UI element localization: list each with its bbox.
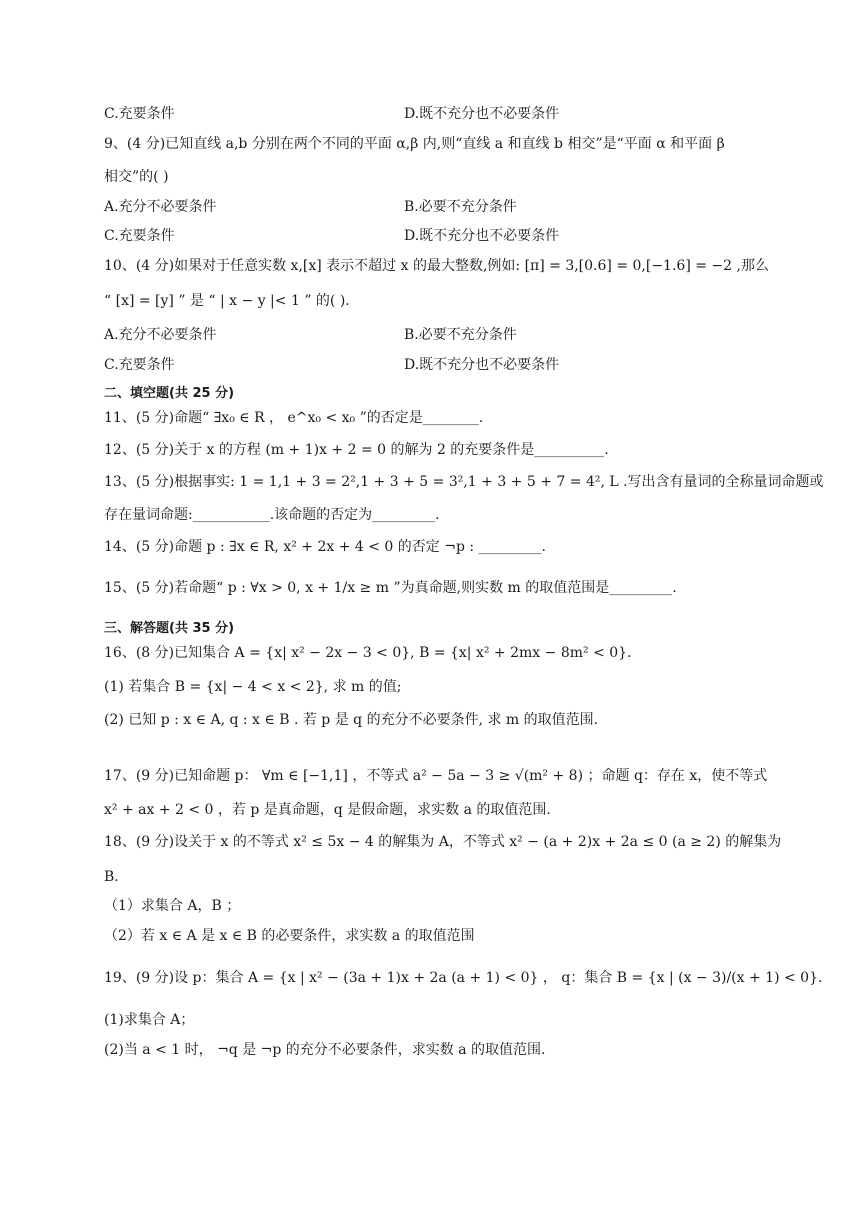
text-line: (2)当 a < 1 时， ¬q 是 ¬p 的充分不必要条件，求实数 a 的取值范围. xyxy=(104,1042,546,1058)
option-right: D.既不充分也不必要条件 xyxy=(404,228,560,244)
option-right: B.必要不充分条件 xyxy=(404,199,517,215)
section-heading: 二、填空题(共 25 分) xyxy=(104,386,235,401)
text-line: 18、(9 分)设关于 x 的不等式 x² ≤ 5x − 4 的解集为 A，不等式 x² − (a + 2)x + 2a ≤ 0 (a ≥ 2) 的解集为 xyxy=(104,834,782,850)
text-line: （2）若 x ∈ A 是 x ∈ B 的必要条件，求实数 a 的取值范围 xyxy=(104,928,475,944)
text-line: B. xyxy=(104,869,119,885)
text-line: C.充要条件 xyxy=(104,106,175,122)
text-line: 14、(5 分)命题 p : ∃x ∈ R, x² + 2x + 4 < 0 的否定 ¬p : _________. xyxy=(104,539,546,555)
text-line: “ [x] = [y] ” 是 “ | x − y |< 1 ” 的( ). xyxy=(104,293,350,309)
section-heading: 三、解答题(共 35 分) xyxy=(104,621,235,636)
text-line: C.充要条件 xyxy=(104,357,175,373)
text-line: (1)求集合 A； xyxy=(104,1012,195,1028)
text-line: 16、(8 分)已知集合 A = {x| x² − 2x − 3 < 0}, B = {x| x² + 2mx − 8m² < 0}. xyxy=(104,645,632,661)
text-line: 19、(9 分)设 p：集合 A = {x | x² − (3a + 1)x + 2a (a + 1) < 0} ， q：集合 B = {x | (x − 3)/(x + 1) < 0}. xyxy=(104,970,823,986)
option-right: B.必要不充分条件 xyxy=(404,327,517,343)
text-line: (2) 已知 p : x ∈ A, q : x ∈ B . 若 p 是 q 的充分不必要条件, 求 m 的取值范围. xyxy=(104,712,599,728)
text-line: C.充要条件 xyxy=(104,228,175,244)
text-line: 9、(4 分)已知直线 a,b 分别在两个不同的平面 α,β 内,则“直线 a 和直线 b 相交”是“平面 α 和平面 β xyxy=(104,136,725,152)
text-line: （1）求集合 A，B ； xyxy=(104,898,241,914)
text-line: x² + ax + 2 < 0 ，若 p 是真命题，q 是假命题，求实数 a 的取值范围. xyxy=(104,802,551,818)
text-line: 12、(5 分)关于 x 的方程 (m + 1)x + 2 = 0 的解为 2 的充要条件是__________. xyxy=(104,442,609,458)
text-line: A.充分不必要条件 xyxy=(104,327,217,343)
text-line: (1) 若集合 B = {x| − 4 < x < 2}, 求 m 的值; xyxy=(104,679,402,695)
text-line: 存在量词命题:___________.该命题的否定为_________. xyxy=(104,507,440,523)
text-line: 15、(5 分)若命题“ p : ∀x > 0, x + 1/x ≥ m ”为真命题,则实数 m 的取值范围是_________. xyxy=(104,580,677,596)
option-right: D.既不充分也不必要条件 xyxy=(404,357,560,373)
text-line: 相交”的( ) xyxy=(104,169,169,185)
text-line: A.充分不必要条件 xyxy=(104,199,217,215)
option-right: D.既不充分也不必要条件 xyxy=(404,106,560,122)
text-line: 17、(9 分)已知命题 p： ∀m ∈ [−1,1] ，不等式 a² − 5a − 3 ≥ √(m² + 8) ；命题 q：存在 x，使不等式 xyxy=(104,768,768,784)
text-line: 10、(4 分)如果对于任意实数 x,[x] 表示不超过 x 的最大整数,例如: [π] = 3,[0.6] = 0,[−1.6] = −2 ,那么 xyxy=(104,258,769,274)
text-line: 11、(5 分)命题“ ∃x₀ ∈ R ， e^x₀ < x₀ ”的否定是________. xyxy=(104,410,484,426)
text-line: 13、(5 分)根据事实: 1 = 1,1 + 3 = 2²,1 + 3 + 5 = 3²,1 + 3 + 5 + 7 = 4², L .写出含有量词的全称量词命题或 xyxy=(104,474,824,490)
